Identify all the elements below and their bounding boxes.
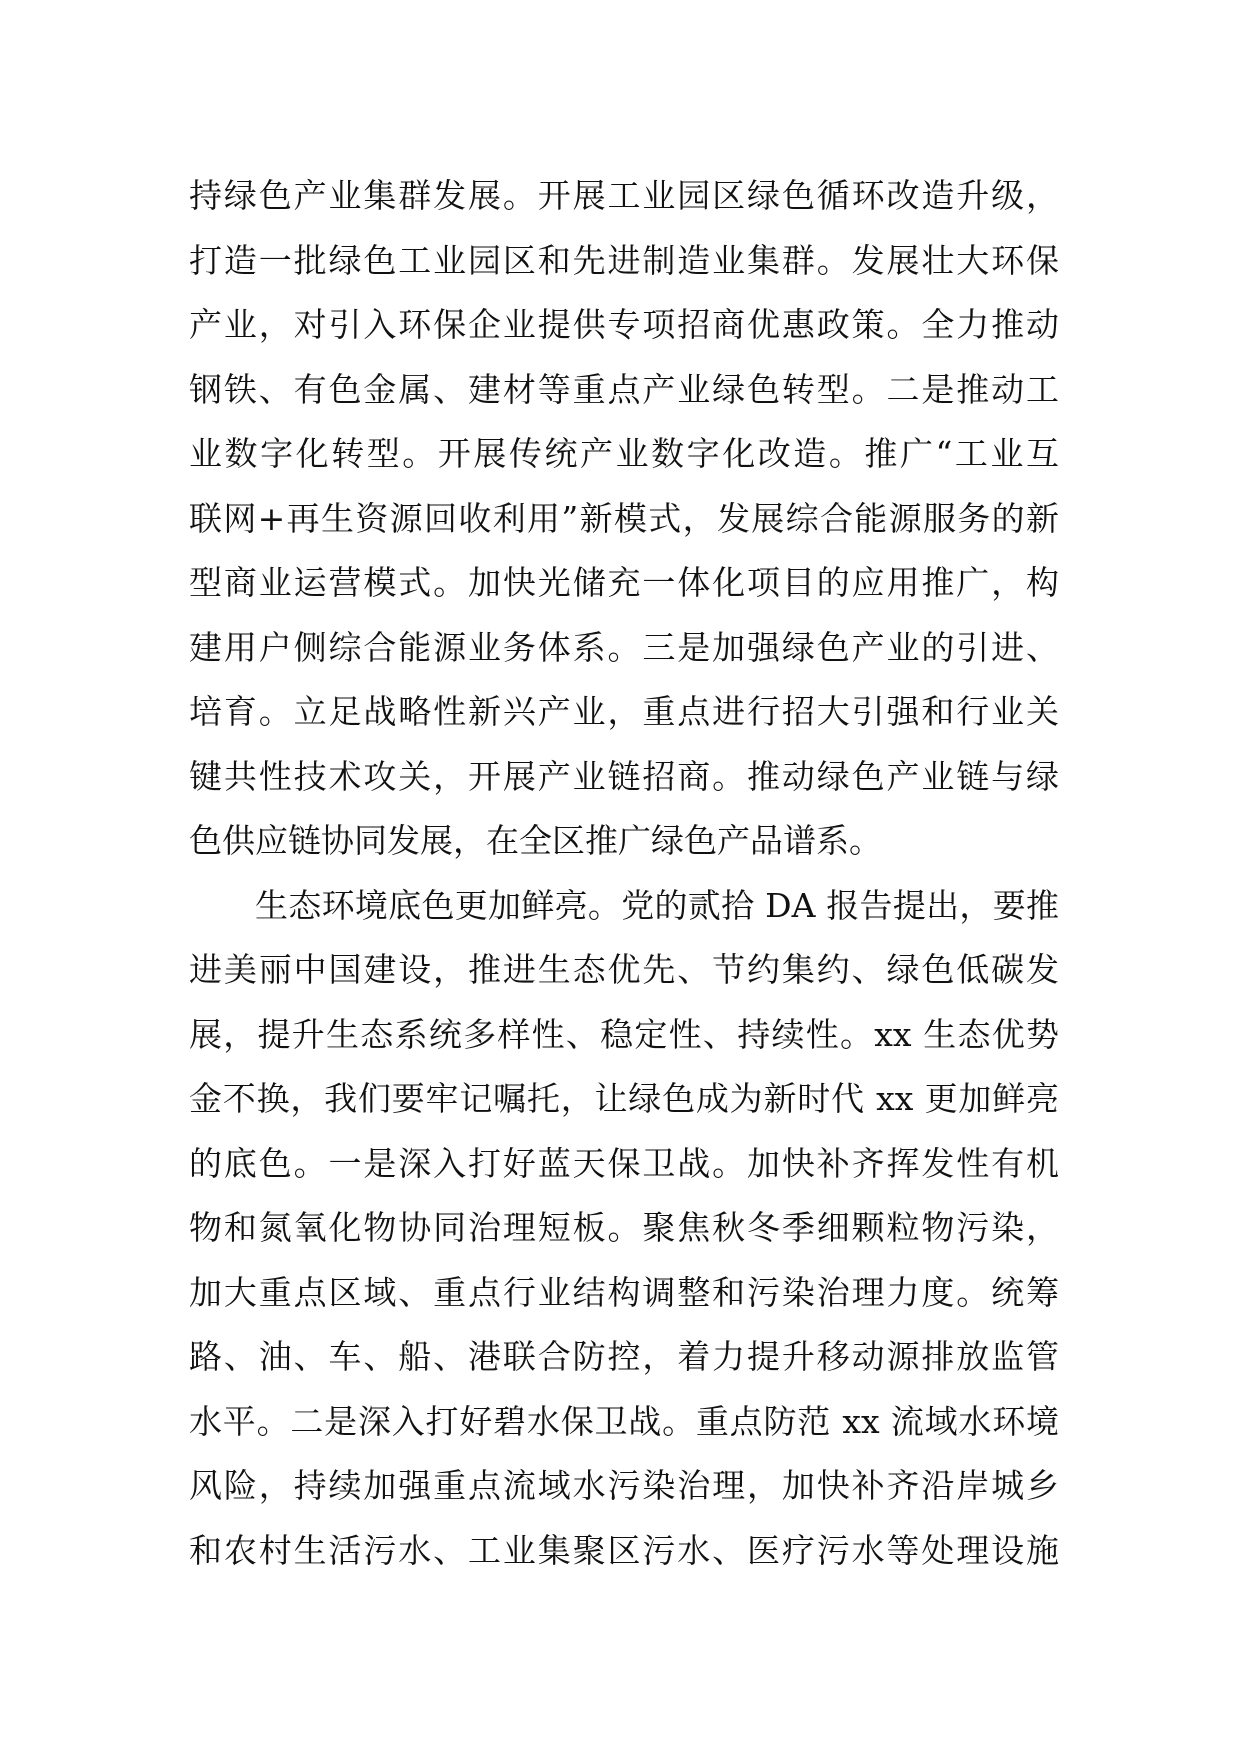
text-line: 和农村生活污水、工业集聚区污水、医疗污水等处理设施	[189, 1530, 1059, 1570]
text-line: 建用户侧综合能源业务体系。三是加强绿色产业的引进、	[189, 627, 1059, 667]
text-line: 持绿色产业集群发展。开展工业园区绿色循环改造升级，	[189, 176, 1059, 215]
text-line: 键共性技术攻关，开展产业链招商。推动绿色产业链与绿	[189, 756, 1059, 796]
text-line: 打造一批绿色工业园区和先进制造业集群。发展壮大环保	[189, 240, 1059, 280]
text-line: 联网+再生资源回收利用”新模式，发展综合能源服务的新	[189, 498, 1059, 538]
text-line: 生态环境底色更加鲜亮。党的贰拾 DA 报告提出，要推	[255, 885, 1059, 925]
text-line: 路、油、车、船、港联合防控，着力提升移动源排放监管	[189, 1337, 1059, 1376]
text-line: 培育。立足战略性新兴产业，重点进行招大引强和行业关	[189, 692, 1059, 731]
text-line: 加大重点区域、重点行业结构调整和污染治理力度。统筹	[189, 1272, 1059, 1312]
text-line: 型商业运营模式。加快光储充一体化项目的应用推广，构	[189, 563, 1059, 602]
text-line: 风险，持续加强重点流域水污染治理，加快补齐沿岸城乡	[189, 1466, 1059, 1505]
text-line: 钢铁、有色金属、建材等重点产业绿色转型。二是推动工	[189, 369, 1059, 409]
text-line: 产业，对引入环保企业提供专项招商优惠政策。全力推动	[189, 305, 1059, 344]
document-body	[189, 164, 1059, 1583]
text-line: 物和氮氧化物协同治理短板。聚焦秋冬季细颗粒物污染，	[189, 1208, 1059, 1247]
text-line: 进美丽中国建设，推进生态优先、节约集约、绿色低碳发	[189, 950, 1059, 989]
text-line: 展，提升生态系统多样性、稳定性、持续性。xx 生态优势	[189, 1014, 1059, 1054]
text-line: 色供应链协同发展，在全区推广绿色产品谱系。	[189, 821, 882, 860]
text-line: 业数字化转型。开展传统产业数字化改造。推广“工业互	[189, 434, 1059, 473]
text-line: 金不换，我们要牢记嘱托，让绿色成为新时代 xx 更加鲜亮	[189, 1079, 1059, 1118]
paragraph-green-industry	[189, 164, 1059, 874]
paragraph-ecological-environment	[189, 874, 1059, 1584]
text-line: 水平。二是深入打好碧水保卫战。重点防范 xx 流域水环境	[189, 1401, 1059, 1441]
text-line: 的底色。一是深入打好蓝天保卫战。加快补齐挥发性有机	[189, 1143, 1059, 1183]
